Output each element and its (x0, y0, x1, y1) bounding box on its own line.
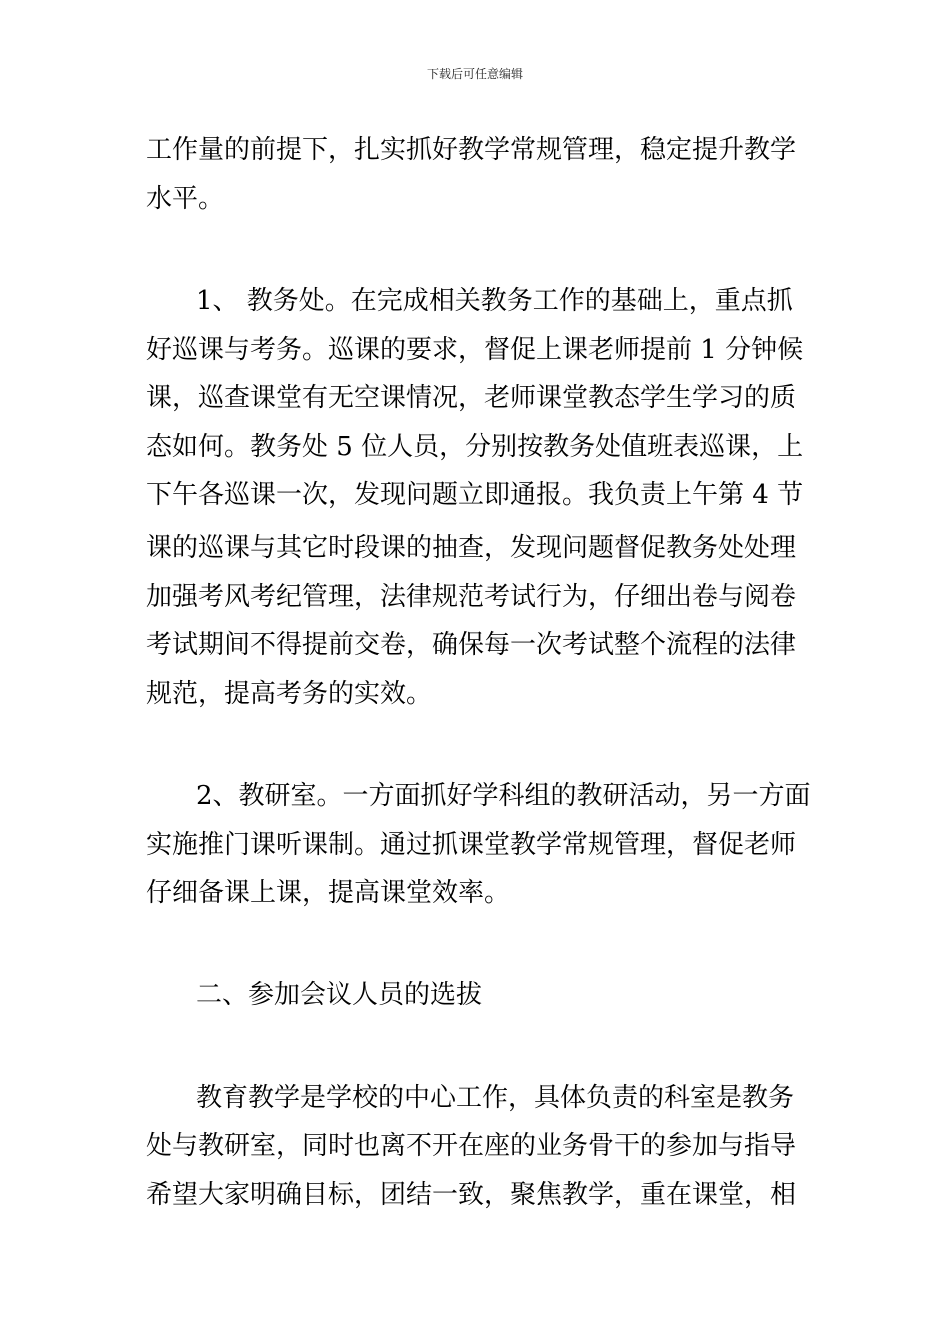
text-line: 希望大家明确目标，团结一致，聚焦教学，重在课堂，相 (146, 1180, 797, 1210)
text-line: 好巡课与考务。巡课的要求，督促上课老师提前 1 分钟候 (146, 335, 804, 365)
text-line: 态如何。教务处 5 位人员，分别按教务处值班表巡课，上 (146, 432, 804, 462)
page-header: 下载后可任意编辑 (426, 67, 523, 81)
text-line: 课的巡课与其它时段课的抽查，发现问题督促教务处处理 (146, 533, 797, 563)
text-line: 实施推门课听课制。通过抓课堂教学常规管理，督促老师 (146, 830, 797, 860)
text-line: 1、 教务处。在完成相关教务工作的基础上，重点抓 (196, 286, 793, 316)
text-line: 水平。 (146, 184, 225, 214)
text-line: 考试期间不得提前交卷，确保每一次考试整个流程的法律 (146, 630, 797, 660)
text-line: 加强考风考纪管理，法律规范考试行为，仔细出卷与阅卷 (146, 582, 797, 612)
text-line: 下午各巡课一次，发现问题立即通报。我负责上午第 4 节 (146, 480, 804, 510)
text-line: 2、教研室。一方面抓好学科组的教研活动，另一方面 (196, 781, 811, 811)
text-line: 规范，提高考务的实效。 (146, 679, 433, 709)
text-line: 教育教学是学校的中心工作，具体负责的科室是教务 (196, 1083, 795, 1113)
section-heading: 二、参加会议人员的选拔 (196, 980, 483, 1010)
text-line: 处与教研室，同时也离不开在座的业务骨干的参加与指导 (146, 1131, 797, 1161)
text-line: 工作量的前提下，扎实抓好教学常规管理，稳定提升教学 (146, 135, 797, 165)
text-line: 课，巡查课堂有无空课情况，老师课堂教态学生学习的质 (146, 383, 797, 413)
text-line: 仔细备课上课，提高课堂效率。 (146, 878, 511, 908)
